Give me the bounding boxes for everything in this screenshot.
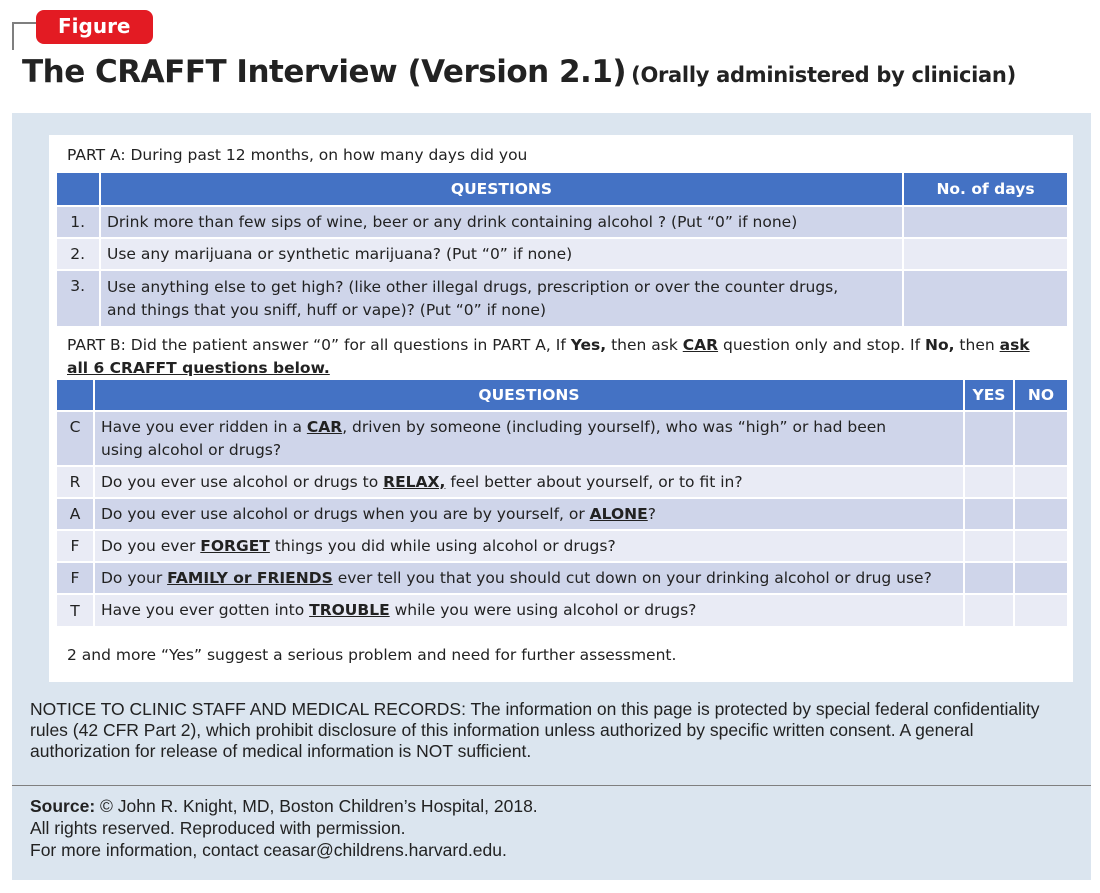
figure-title [22, 54, 1016, 90]
part-b-header-no: NO [1014, 380, 1067, 411]
part-a-header-questions: QUESTIONS [100, 173, 903, 206]
no-checkbox-cell[interactable] [1014, 498, 1067, 530]
scoring-footnote: 2 and more “Yes” suggest a serious problem and need for further assessment. [67, 646, 677, 664]
question-text [94, 466, 964, 498]
table-row [57, 411, 1067, 466]
part-b-text: question only and stop. If [718, 336, 925, 354]
part-a-header-blank [57, 173, 100, 206]
part-b-intro-line2: all 6 CRAFFT questions below. [67, 359, 330, 377]
table-row [57, 466, 1067, 498]
yes-checkbox-cell[interactable] [964, 411, 1014, 466]
crafft-letter: F [57, 562, 94, 594]
days-input-cell[interactable] [903, 270, 1067, 326]
q-pre: Do you ever use alcohol or drugs when you are by yourself, or [101, 504, 590, 523]
days-input-cell[interactable] [903, 206, 1067, 238]
q-pre: Do you ever [101, 536, 201, 555]
source-line-3: For more information, contact ceasar@childrens.harvard.edu. [30, 840, 507, 860]
question-line-2: and things that you sniff, huff or vape)? (Put “0” if none) [107, 300, 546, 319]
yes-checkbox-cell[interactable] [964, 466, 1014, 498]
q-key: FORGET [200, 536, 270, 555]
questionnaire-card [49, 135, 1073, 682]
confidentiality-notice: NOTICE TO CLINIC STAFF AND MEDICAL RECORDS: The information on this page is protected by special federal confidentiality rules (42 CFR Part 2), which prohibit disclosure of this information unless authorized by specific written consent. A general authorization for release of medical information is NOT sufficient. [30, 699, 1040, 761]
source-line-2: All rights reserved. Reproduced with permission. [30, 818, 406, 838]
part-b-header-row [57, 380, 1067, 411]
q-key: RELAX, [383, 472, 446, 491]
table-row [57, 562, 1067, 594]
part-b-header-yes: YES [964, 380, 1014, 411]
table-row [57, 238, 1067, 270]
q-pre: Have you ever gotten into [101, 601, 310, 619]
row-number: 3. [57, 270, 100, 326]
part-b-car: CAR [682, 336, 719, 354]
part-b-text: then ask [606, 336, 683, 354]
crafft-letter: T [57, 594, 94, 626]
q-key: TROUBLE [309, 601, 390, 619]
figure-badge: Figure [36, 10, 153, 44]
table-row [57, 270, 1067, 326]
part-b-yes: Yes, [570, 336, 607, 354]
q-post: , driven by someone (including yourself), who was “high” or had been [342, 417, 887, 436]
crafft-letter: F [57, 530, 94, 562]
part-b-ask: ask [999, 336, 1030, 354]
question-line-1: Use anything else to get high? (like other illegal drugs, prescription or over the counter drugs, [107, 277, 839, 296]
question-text: Use any marijuana or synthetic marijuana? (Put “0” if none) [100, 238, 903, 270]
q-pre: Do you ever use alcohol or drugs to [101, 472, 384, 491]
question-text [94, 530, 964, 562]
table-row [57, 206, 1067, 238]
part-a-header-row [57, 173, 1067, 206]
divider [12, 785, 1091, 786]
q-line2: using alcohol or drugs? [101, 440, 282, 459]
row-number: 1. [57, 206, 100, 238]
no-checkbox-cell[interactable] [1014, 594, 1067, 626]
table-row [57, 530, 1067, 562]
yes-checkbox-cell[interactable] [964, 498, 1014, 530]
part-a-table [57, 173, 1067, 326]
crafft-letter: A [57, 498, 94, 530]
part-b-text: then [954, 336, 1000, 354]
q-post: feel better about yourself, or to fit in? [445, 472, 743, 491]
question-text [94, 594, 964, 626]
part-b-intro [67, 334, 1030, 380]
figure-panel [12, 113, 1091, 880]
part-b-text: PART B: Did the patient answer “0” for all questions in PART A, If [67, 336, 571, 354]
title-subtitle: (Orally administered by clinician) [631, 63, 1016, 87]
no-checkbox-cell[interactable] [1014, 411, 1067, 466]
part-a-intro: PART A: During past 12 months, on how many days did you [67, 146, 528, 164]
q-post: things you did while using alcohol or drugs? [269, 536, 616, 555]
yes-checkbox-cell[interactable] [964, 562, 1014, 594]
crafft-letter: R [57, 466, 94, 498]
no-checkbox-cell[interactable] [1014, 562, 1067, 594]
no-checkbox-cell[interactable] [1014, 466, 1067, 498]
part-b-header-blank [57, 380, 94, 411]
title-main: The CRAFFT Interview (Version 2.1) [22, 54, 627, 90]
table-row [57, 594, 1067, 626]
corner-bracket [12, 22, 38, 50]
yes-checkbox-cell[interactable] [964, 530, 1014, 562]
row-number: 2. [57, 238, 100, 270]
source-label: Source: [30, 796, 96, 816]
question-text [94, 562, 964, 594]
q-key: FAMILY or FRIENDS [167, 568, 333, 587]
crafft-letter: C [57, 411, 94, 466]
source-line-1: © John R. Knight, MD, Boston Children’s Hospital, 2018. [95, 796, 538, 816]
q-key: ALONE [589, 504, 648, 523]
source-credit [30, 795, 538, 861]
q-post: ? [647, 504, 656, 523]
q-post: ever tell you that you should cut down on your drinking alcohol or drug use? [332, 568, 932, 587]
question-text: Drink more than few sips of wine, beer or any drink containing alcohol ? (Put “0” if none) [100, 206, 903, 238]
part-a-header-days: No. of days [903, 173, 1067, 206]
days-input-cell[interactable] [903, 238, 1067, 270]
q-post: while you were using alcohol or drugs? [389, 601, 697, 619]
q-key: CAR [306, 417, 343, 436]
table-row [57, 498, 1067, 530]
part-b-no: No, [924, 336, 955, 354]
part-b-table [57, 380, 1067, 626]
q-pre: Do your [101, 568, 168, 587]
q-pre: Have you ever ridden in a [101, 417, 307, 436]
part-b-header-questions: QUESTIONS [94, 380, 964, 411]
no-checkbox-cell[interactable] [1014, 530, 1067, 562]
question-text [100, 270, 903, 326]
question-text [94, 411, 964, 466]
question-text [94, 498, 964, 530]
yes-checkbox-cell[interactable] [964, 594, 1014, 626]
